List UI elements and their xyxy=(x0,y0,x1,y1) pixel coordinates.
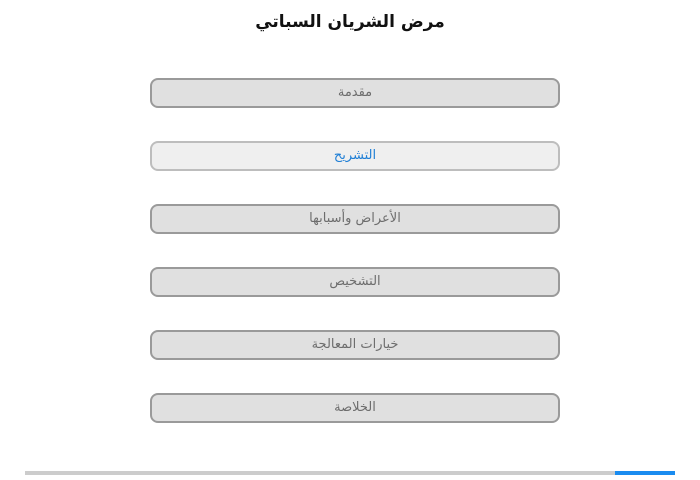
menu-item-diagnosis[interactable]: التشخيص xyxy=(150,267,560,297)
menu-item-treatment-options[interactable]: خيارات المعالجة xyxy=(150,330,560,360)
chapter-menu xyxy=(150,78,560,456)
progress-bar-fill xyxy=(615,471,675,475)
menu-item-introduction[interactable]: مقدمة xyxy=(150,78,560,108)
menu-item-anatomy[interactable]: التشريح xyxy=(150,141,560,171)
page-title: مرض الشريان السباتي xyxy=(255,12,445,32)
menu-item-summary[interactable]: الخلاصة xyxy=(150,393,560,423)
progress-bar xyxy=(25,471,675,475)
menu-item-symptoms-causes[interactable]: الأعراض وأسبابها xyxy=(150,204,560,234)
